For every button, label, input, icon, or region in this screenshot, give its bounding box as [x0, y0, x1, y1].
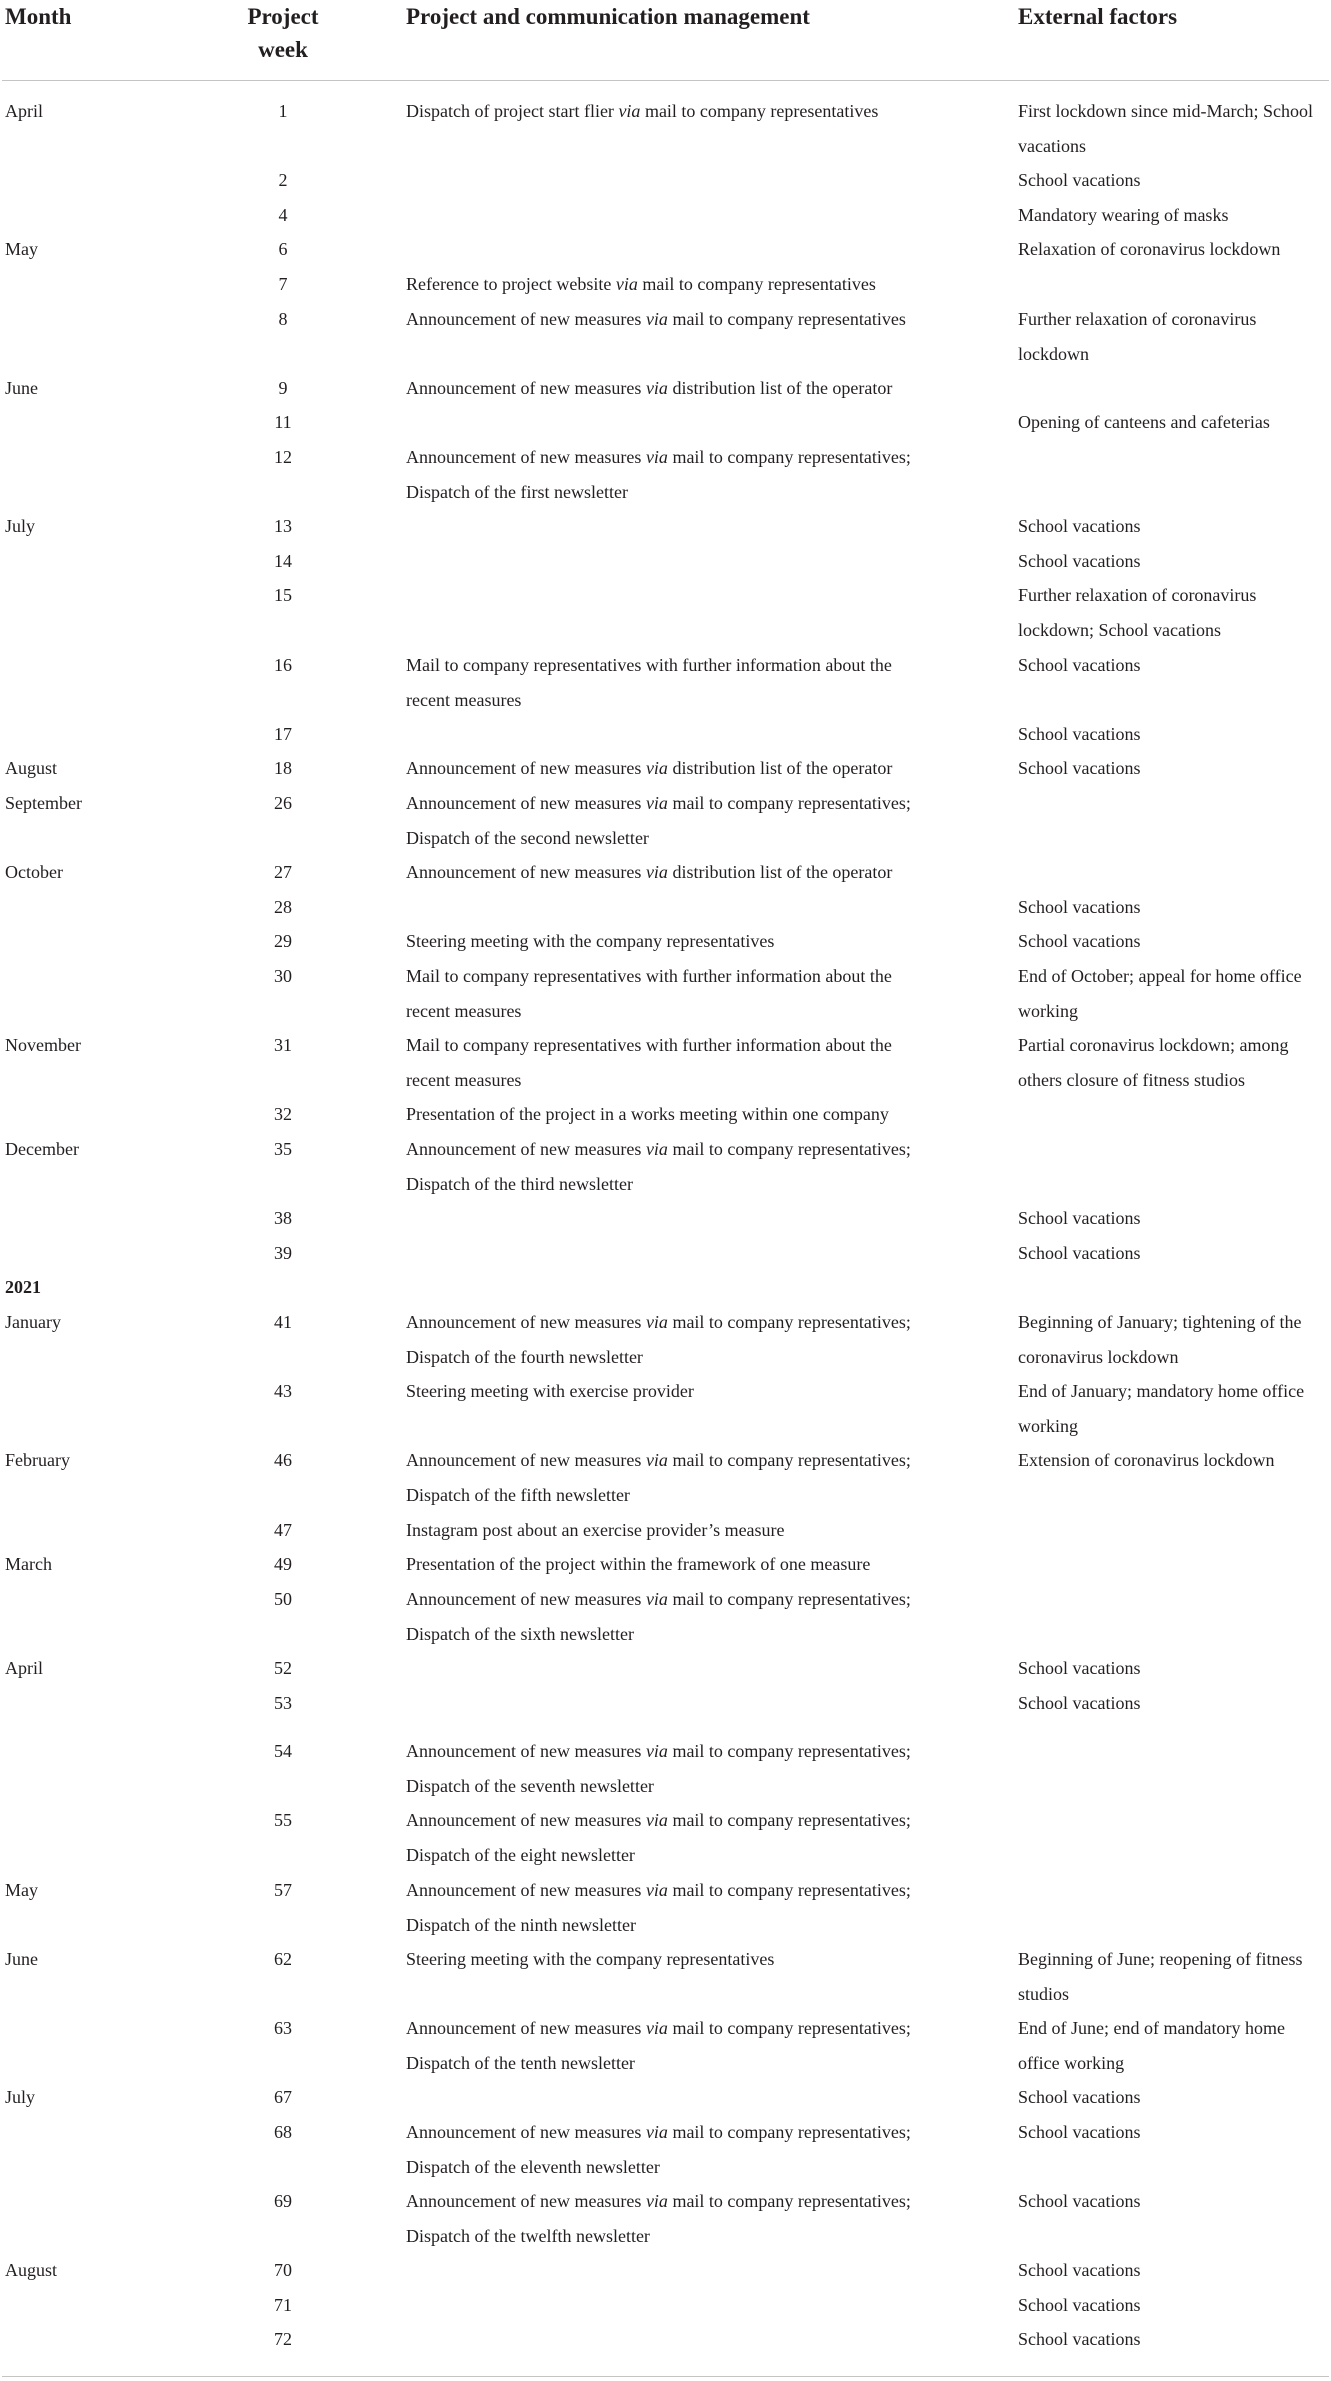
project-week-cell: 47 — [274, 1519, 292, 1540]
project-communication-line: Dispatch of the seventh newsletter — [406, 1776, 654, 1797]
external-factors-cell — [1018, 648, 1329, 683]
project-week-cell: 29 — [274, 931, 292, 952]
project-week-cell: 54 — [274, 1741, 292, 1762]
project-week-cell: 7 — [278, 274, 288, 294]
external-factors-line: School vacations — [1018, 2294, 1141, 2315]
project-communication-line: Announcement of new measures via distribution list of the operator — [406, 862, 893, 883]
project-week-cell: 1 — [278, 101, 288, 121]
external-factors-cell — [1018, 890, 1329, 925]
external-factors-line: studios — [1018, 1983, 1070, 2004]
project-week-cell: 28 — [274, 896, 292, 917]
project-communication-cell — [406, 302, 966, 337]
project-week-cell: 68 — [274, 2121, 292, 2142]
external-factors-line: School vacations — [1018, 723, 1141, 744]
project-week-cell: 4 — [278, 204, 288, 225]
project-week-cell: 26 — [274, 793, 292, 813]
project-communication-cell — [406, 1132, 966, 1202]
external-factors-cell — [1018, 1201, 1329, 1236]
project-communication-line: Instagram post about an exercise provider’s measure — [406, 1519, 785, 1540]
external-factors-cell — [1018, 544, 1329, 579]
external-factors-cell — [1018, 1028, 1329, 1098]
project-communication-cell — [406, 1097, 966, 1132]
external-factors-cell — [1018, 232, 1329, 267]
column-header-project-week-line2: week — [258, 37, 308, 62]
project-communication-line: Dispatch of the ninth newsletter — [406, 1914, 636, 1935]
project-communication-cell — [406, 1734, 966, 1804]
project-communication-line: Announcement of new measures via mail to company representatives — [406, 308, 906, 329]
project-communication-cell — [406, 959, 966, 1029]
project-communication-cell — [406, 786, 966, 856]
external-factors-line: vacations — [1018, 136, 1086, 156]
project-communication-cell — [406, 1547, 966, 1582]
external-factors-line: lockdown; School vacations — [1018, 620, 1221, 641]
external-factors-cell — [1018, 2080, 1329, 2115]
project-communication-cell — [406, 1803, 966, 1873]
project-week-cell: 11 — [274, 412, 292, 433]
external-factors-cell — [1018, 1305, 1329, 1375]
external-factors-line: First lockdown since mid-March; School — [1018, 101, 1313, 121]
project-week-cell: 57 — [274, 1879, 292, 1900]
project-communication-cell — [406, 1374, 966, 1409]
project-week-cell: 13 — [274, 516, 292, 537]
external-factors-line: School vacations — [1018, 2121, 1141, 2142]
project-communication-cell — [406, 2184, 966, 2254]
project-communication-line: Dispatch of the twelfth newsletter — [406, 2226, 650, 2246]
external-factors-cell — [1018, 1686, 1329, 1721]
project-week-cell: 53 — [274, 1692, 292, 1713]
project-week-cell: 71 — [274, 2294, 292, 2315]
project-week-cell: 39 — [274, 1242, 292, 1263]
external-factors-line: lockdown — [1018, 343, 1089, 364]
project-communication-line: Steering meeting with exercise provider — [406, 1381, 694, 1402]
project-communication-line: Dispatch of the third newsletter — [406, 1174, 633, 1194]
project-communication-cell — [406, 924, 966, 959]
project-communication-line: Presentation of the project within the framework of one measure — [406, 1554, 871, 1575]
external-factors-cell — [1018, 751, 1329, 786]
project-communication-line: recent measures — [406, 689, 522, 710]
external-factors-line: School vacations — [1018, 516, 1141, 537]
external-factors-cell — [1018, 578, 1329, 648]
month-cell: January — [5, 1312, 61, 1332]
project-week-cell: 17 — [274, 723, 292, 744]
project-communication-line: Announcement of new measures via mail to company representatives; — [406, 1588, 911, 1609]
external-factors-cell — [1018, 1443, 1329, 1478]
month-cell: July — [5, 2087, 36, 2108]
project-communication-cell — [406, 2011, 966, 2081]
project-week-cell: 46 — [274, 1450, 292, 1471]
month-cell: August — [5, 758, 58, 779]
external-factors-line: Beginning of January; tightening of the — [1018, 1312, 1302, 1332]
column-header-month: Month — [5, 4, 72, 29]
project-week-cell: 72 — [274, 2329, 292, 2350]
external-factors-cell — [1018, 2288, 1329, 2323]
external-factors-line: working — [1018, 1001, 1078, 1021]
project-communication-line: Dispatch of the sixth newsletter — [406, 1623, 634, 1644]
project-week-cell: 63 — [274, 2018, 292, 2038]
project-communication-line: Dispatch of the tenth newsletter — [406, 2053, 635, 2073]
project-communication-line: Dispatch of the first newsletter — [406, 482, 628, 502]
month-cell: May — [5, 239, 38, 260]
month-cell: April — [5, 101, 43, 121]
external-factors-line: School vacations — [1018, 1692, 1141, 1713]
project-communication-cell — [406, 648, 966, 718]
project-week-cell: 2 — [278, 170, 288, 191]
bottom-rule — [2, 2376, 1329, 2377]
project-communication-line: Announcement of new measures via distribution list of the operator — [406, 758, 893, 779]
project-communication-line: Dispatch of the eleventh newsletter — [406, 2156, 660, 2177]
project-communication-cell — [406, 1028, 966, 1098]
external-factors-line: others closure of fitness studios — [1018, 1070, 1245, 1091]
project-week-cell: 30 — [274, 966, 292, 986]
external-factors-line: School vacations — [1018, 2191, 1141, 2211]
external-factors-cell — [1018, 2253, 1329, 2288]
project-week-cell: 50 — [274, 1588, 292, 1609]
external-factors-line: School vacations — [1018, 1208, 1141, 1229]
column-header-project-communication: Project and communication management — [406, 4, 810, 29]
external-factors-line: School vacations — [1018, 2329, 1141, 2350]
external-factors-line: School vacations — [1018, 170, 1141, 191]
project-communication-line: Reference to project website via mail to company representatives — [406, 274, 876, 294]
project-communication-line: Announcement of new measures via mail to company representatives; — [406, 447, 911, 467]
external-factors-line: End of January; mandatory home office — [1018, 1381, 1305, 1402]
project-week-cell: 38 — [274, 1208, 292, 1229]
project-week-cell: 16 — [274, 654, 292, 675]
project-communication-cell — [406, 1873, 966, 1943]
month-cell: November — [5, 1035, 81, 1056]
column-header-external-factors: External factors — [1018, 4, 1178, 29]
project-communication-line: Announcement of new measures via mail to company representatives; — [406, 1810, 911, 1831]
project-communication-line: Announcement of new measures via mail to company representatives; — [406, 1741, 911, 1762]
project-communication-line: Dispatch of the fourth newsletter — [406, 1347, 643, 1367]
project-communication-line: Announcement of new measures via mail to company representatives; — [406, 2191, 911, 2211]
month-cell: May — [5, 1879, 38, 1900]
external-factors-line: Further relaxation of coronavirus — [1018, 308, 1257, 329]
project-communication-line: Announcement of new measures via mail to company representatives; — [406, 1879, 911, 1900]
project-communication-line: Dispatch of the eight newsletter — [406, 1845, 635, 1866]
external-factors-line: working — [1018, 1416, 1078, 1437]
external-factors-cell — [1018, 405, 1329, 440]
project-week-cell: 69 — [274, 2191, 292, 2211]
project-week-cell: 52 — [274, 1658, 292, 1678]
month-cell: February — [5, 1450, 70, 1471]
project-week-cell: 12 — [274, 447, 292, 467]
project-communication-cell — [406, 440, 966, 510]
project-communication-line: Dispatch of the fifth newsletter — [406, 1485, 630, 1506]
external-factors-cell — [1018, 198, 1329, 233]
project-communication-line: Announcement of new measures via mail to company representatives; — [406, 1312, 911, 1332]
external-factors-line: Further relaxation of coronavirus — [1018, 585, 1257, 606]
project-communication-line: recent measures — [406, 1001, 522, 1021]
external-factors-cell — [1018, 959, 1329, 1029]
year-label: 2021 — [5, 1277, 41, 1298]
external-factors-cell — [1018, 302, 1329, 372]
project-communication-cell — [406, 1582, 966, 1652]
project-communication-cell — [406, 751, 966, 786]
project-communication-line: Announcement of new measures via mail to company representatives; — [406, 1139, 911, 1159]
column-header-project-week-line1: Project — [247, 4, 319, 29]
project-week-cell: 49 — [274, 1554, 292, 1575]
project-week-cell: 31 — [274, 1035, 292, 1056]
month-cell: December — [5, 1139, 79, 1159]
project-communication-cell — [406, 267, 966, 302]
external-factors-line: School vacations — [1018, 654, 1141, 675]
project-week-cell: 62 — [274, 1948, 292, 1969]
external-factors-cell — [1018, 2322, 1329, 2357]
external-factors-line: School vacations — [1018, 758, 1141, 779]
external-factors-line: School vacations — [1018, 2087, 1141, 2108]
external-factors-line: Partial coronavirus lockdown; among — [1018, 1035, 1289, 1056]
project-communication-line: Mail to company representatives with further information about the — [406, 1035, 892, 1056]
external-factors-cell — [1018, 924, 1329, 959]
project-week-cell: 32 — [274, 1104, 292, 1125]
external-factors-line: office working — [1018, 2053, 1125, 2073]
external-factors-line: School vacations — [1018, 550, 1141, 571]
external-factors-cell — [1018, 717, 1329, 752]
project-week-cell: 18 — [274, 758, 292, 779]
month-cell: March — [5, 1554, 52, 1575]
month-cell: June — [5, 377, 38, 398]
project-communication-line: Dispatch of the second newsletter — [406, 828, 649, 848]
project-communication-cell — [406, 2115, 966, 2185]
project-communication-cell — [406, 855, 966, 890]
project-week-cell: 15 — [274, 585, 292, 606]
external-factors-line: School vacations — [1018, 896, 1141, 917]
project-week-cell: 27 — [274, 862, 292, 883]
project-communication-line: Steering meeting with the company representatives — [406, 931, 775, 952]
project-communication-line: Dispatch of project start flier via mail to company representatives — [406, 101, 879, 121]
month-cell: October — [5, 862, 63, 883]
month-cell: July — [5, 516, 36, 537]
external-factors-cell — [1018, 2115, 1329, 2150]
month-cell: September — [5, 793, 82, 813]
project-week-cell: 55 — [274, 1810, 292, 1831]
project-week-cell: 67 — [274, 2087, 292, 2108]
external-factors-line: School vacations — [1018, 1658, 1141, 1678]
month-cell: April — [5, 1658, 43, 1678]
project-communication-line: Presentation of the project in a works meeting within one company — [406, 1104, 889, 1125]
external-factors-cell — [1018, 1236, 1329, 1271]
project-communication-line: Mail to company representatives with further information about the — [406, 966, 892, 986]
project-communication-cell — [406, 1513, 966, 1548]
external-factors-line: End of June; end of mandatory home — [1018, 2018, 1285, 2038]
external-factors-line: School vacations — [1018, 1242, 1141, 1263]
project-week-cell: 9 — [278, 377, 288, 398]
project-week-cell: 14 — [274, 550, 292, 571]
external-factors-cell — [1018, 2011, 1329, 2081]
project-week-cell: 41 — [274, 1312, 292, 1332]
external-factors-cell — [1018, 94, 1329, 164]
external-factors-cell — [1018, 1651, 1329, 1686]
external-factors-cell — [1018, 1374, 1329, 1444]
external-factors-line: Beginning of June; reopening of fitness — [1018, 1948, 1303, 1969]
month-cell: June — [5, 1948, 38, 1969]
project-communication-cell — [406, 1443, 966, 1513]
external-factors-line: School vacations — [1018, 2260, 1141, 2281]
project-communication-line: Steering meeting with the company representatives — [406, 1948, 775, 1969]
project-communication-cell — [406, 1305, 966, 1375]
project-communication-line: Announcement of new measures via mail to company representatives; — [406, 2121, 911, 2142]
external-factors-line: Mandatory wearing of masks — [1018, 204, 1229, 225]
project-communication-line: recent measures — [406, 1070, 522, 1091]
project-communication-cell — [406, 94, 966, 129]
project-week-cell: 35 — [274, 1139, 292, 1159]
external-factors-line: Relaxation of coronavirus lockdown — [1018, 239, 1281, 260]
external-factors-line: Opening of canteens and cafeterias — [1018, 412, 1270, 433]
external-factors-cell — [1018, 163, 1329, 198]
external-factors-line: Extension of coronavirus lockdown — [1018, 1450, 1275, 1471]
project-communication-line: Announcement of new measures via mail to company representatives; — [406, 793, 911, 813]
external-factors-line: School vacations — [1018, 931, 1141, 952]
project-week-cell: 70 — [274, 2260, 292, 2281]
external-factors-cell — [1018, 509, 1329, 544]
project-communication-cell — [406, 371, 966, 406]
project-communication-line: Announcement of new measures via distribution list of the operator — [406, 377, 893, 398]
external-factors-line: End of October; appeal for home office — [1018, 966, 1302, 986]
project-week-cell: 8 — [278, 308, 288, 329]
month-cell: August — [5, 2260, 58, 2281]
project-communication-line: Announcement of new measures via mail to company representatives; — [406, 2018, 911, 2038]
project-week-cell: 6 — [278, 239, 288, 260]
project-communication-line: Announcement of new measures via mail to company representatives; — [406, 1450, 911, 1471]
project-communication-line: Mail to company representatives with further information about the — [406, 654, 892, 675]
external-factors-cell — [1018, 1942, 1329, 2012]
project-communication-cell — [406, 1942, 966, 1977]
external-factors-line: coronavirus lockdown — [1018, 1347, 1179, 1367]
external-factors-cell — [1018, 2184, 1329, 2219]
project-week-cell: 43 — [274, 1381, 292, 1402]
